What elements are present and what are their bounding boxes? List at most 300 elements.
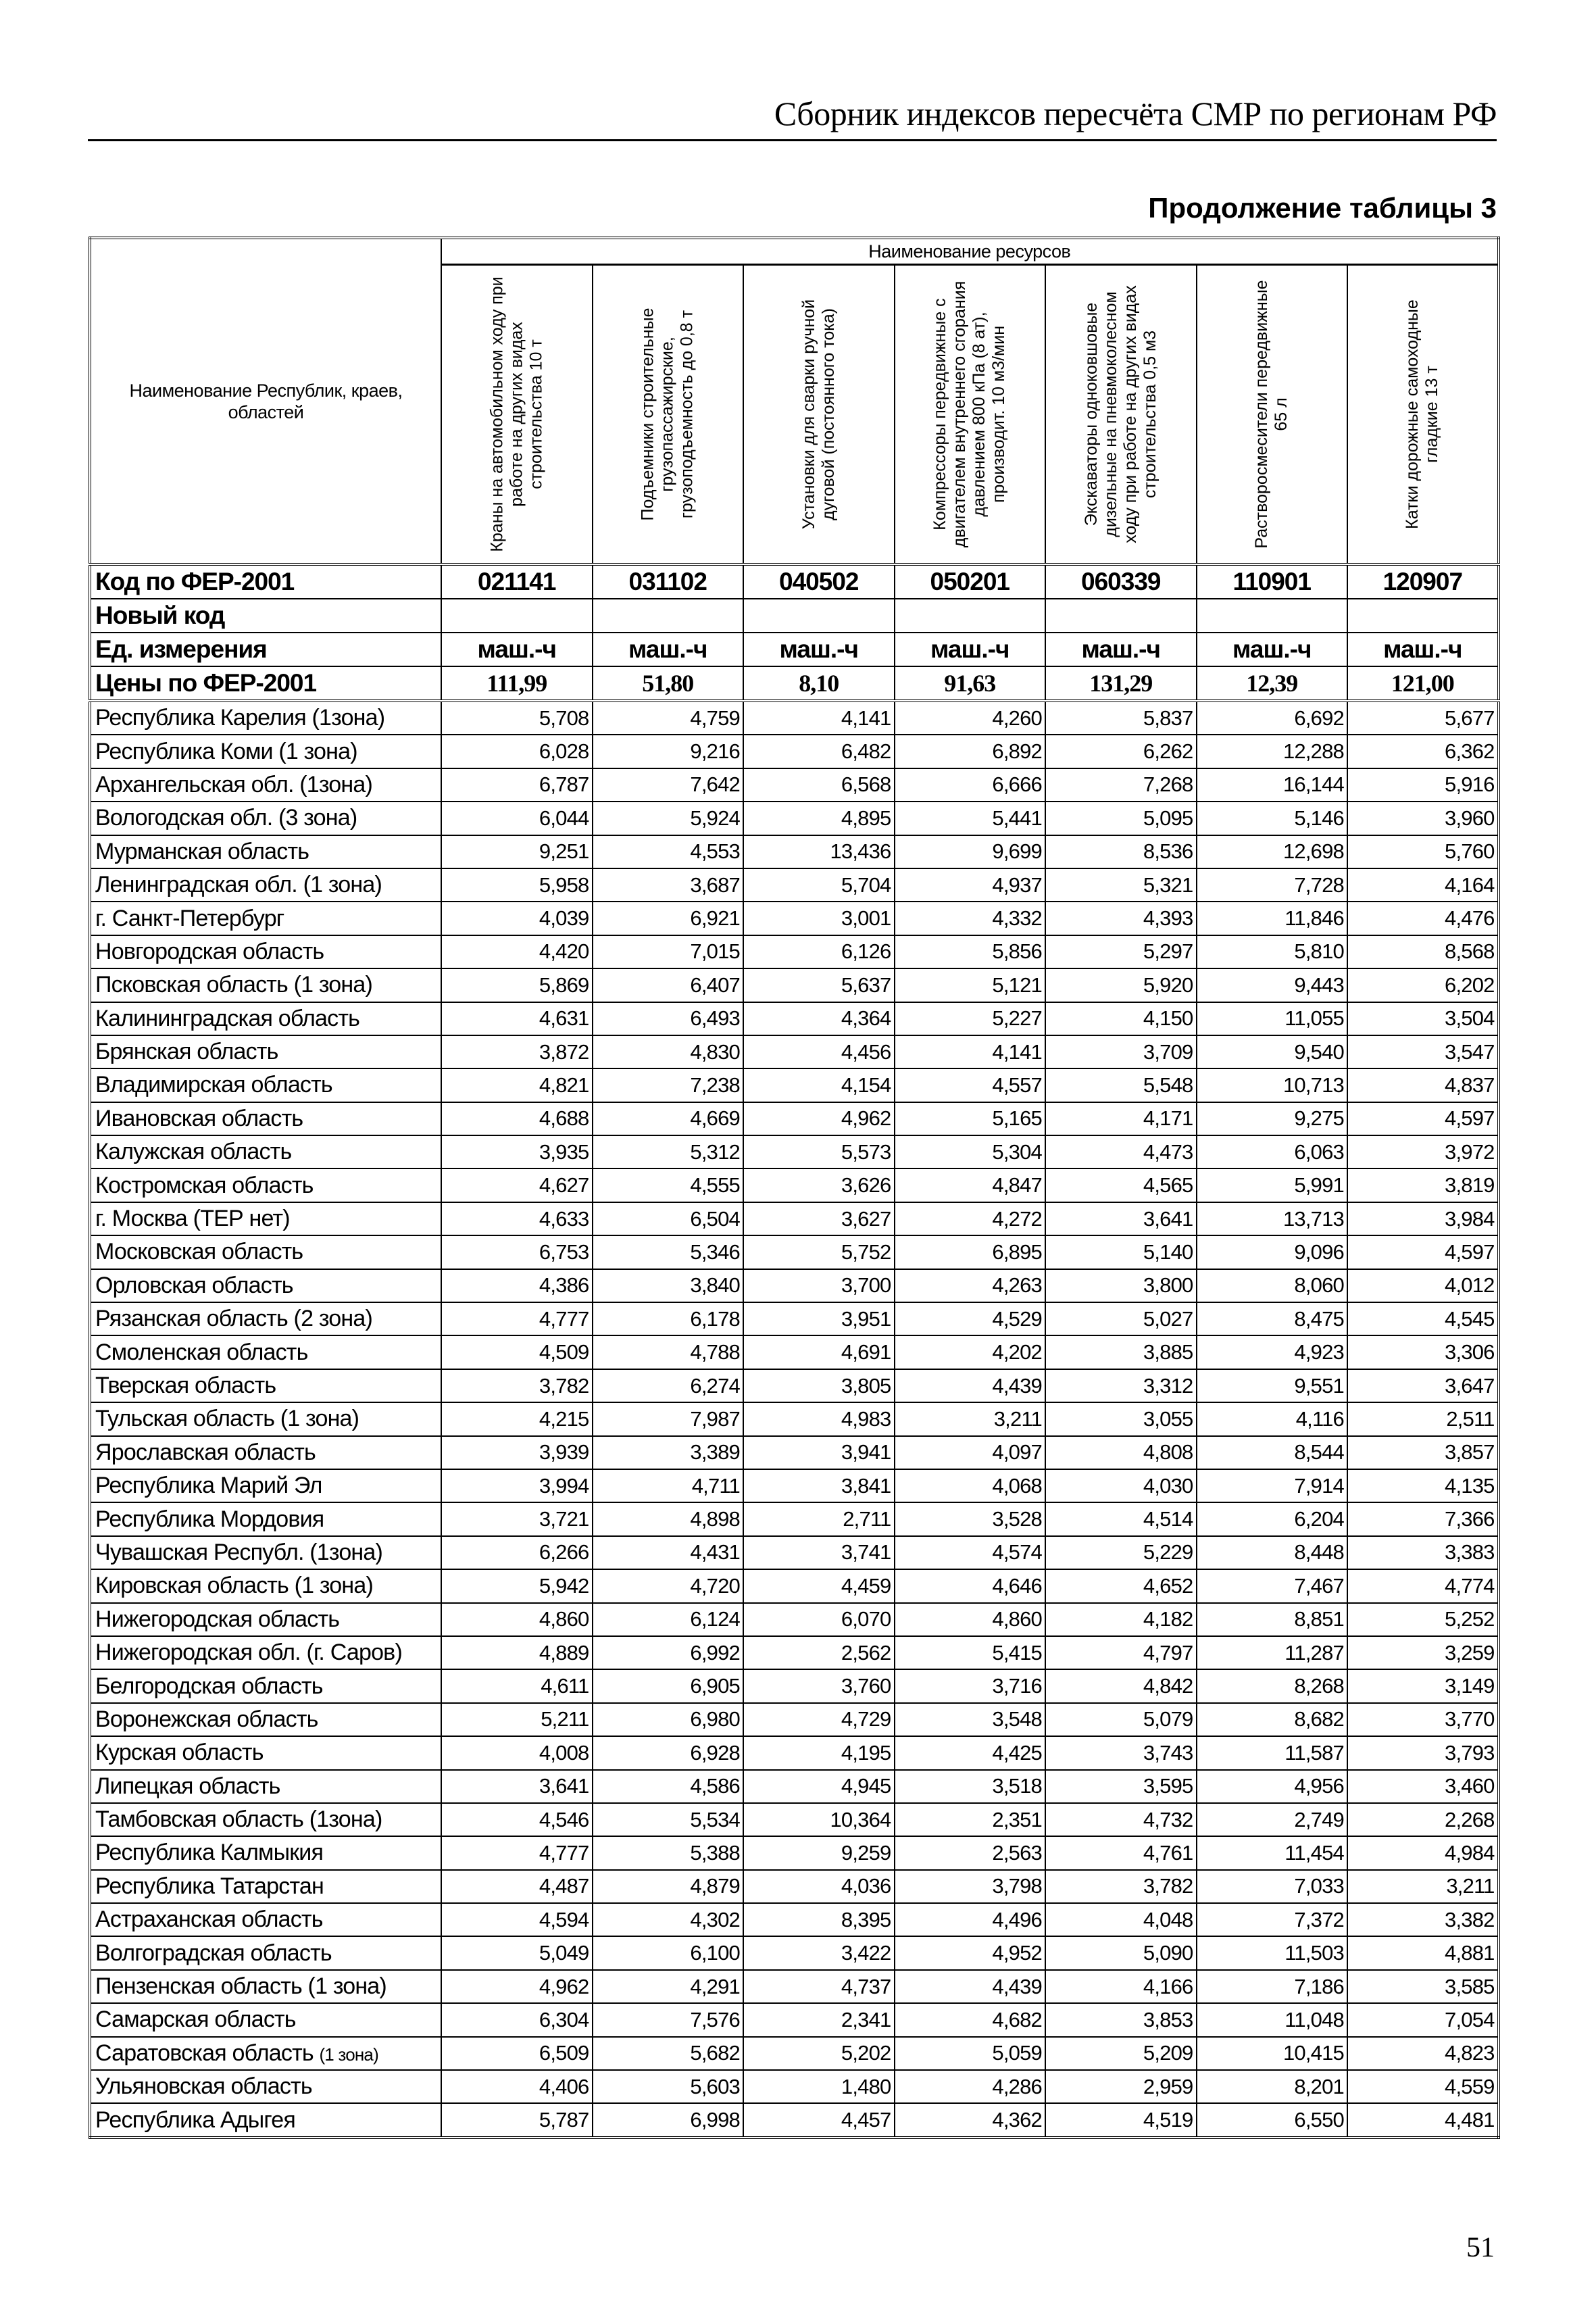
region-name: Белгородская область (95, 1673, 323, 1699)
index-value-cell: 6,998 (593, 2103, 744, 2137)
index-value-cell: 4,202 (895, 1335, 1046, 1369)
index-value-cell: 7,576 (593, 2003, 744, 2036)
index-value-cell: 4,945 (743, 1770, 895, 1803)
index-value-cell: 4,759 (593, 701, 744, 735)
region-name-cell (90, 1369, 441, 1402)
index-value-cell: 4,476 (1347, 902, 1499, 935)
region-column-header: Наименование Республик, краев, областей (90, 238, 441, 564)
region-name-cell (90, 1970, 441, 2003)
index-value-cell: 4,431 (593, 1536, 744, 1569)
index-value-cell: 4,597 (1347, 1235, 1499, 1269)
index-value-cell: 6,787 (441, 768, 593, 802)
meta-value (895, 599, 1046, 633)
index-value-cell: 6,892 (895, 735, 1046, 768)
index-value-cell: 4,895 (743, 802, 895, 835)
index-value-cell: 3,800 (1045, 1269, 1197, 1302)
index-value-cell: 4,459 (743, 1569, 895, 1602)
region-name: Воронежская область (95, 1706, 318, 1732)
index-value-cell: 3,798 (895, 1870, 1046, 1903)
index-value-cell: 3,841 (743, 1469, 895, 1502)
region-name-cell (90, 868, 441, 902)
index-value-cell: 4,729 (743, 1703, 895, 1736)
index-value-cell: 6,044 (441, 802, 593, 835)
index-value-cell: 3,149 (1347, 1669, 1499, 1702)
index-value-cell: 7,238 (593, 1068, 744, 1102)
index-value-cell: 3,306 (1347, 1335, 1499, 1369)
index-value-cell: 6,692 (1197, 701, 1348, 735)
index-value-cell: 6,992 (593, 1636, 744, 1669)
region-name-cell (90, 1168, 441, 1202)
index-value-cell: 4,797 (1045, 1636, 1197, 1669)
index-value-cell: 5,312 (593, 1135, 744, 1168)
index-value-cell: 4,546 (441, 1803, 593, 1836)
index-value-cell: 6,895 (895, 1235, 1046, 1269)
index-value-cell: 9,216 (593, 735, 744, 768)
region-zone-suffix: (1 зона) (319, 2044, 378, 2065)
index-value-cell: 4,860 (895, 1603, 1046, 1636)
index-value-cell: 4,761 (1045, 1836, 1197, 1869)
index-value-cell: 7,366 (1347, 1502, 1499, 1535)
index-value-cell: 8,475 (1197, 1302, 1348, 1335)
index-value-cell: 5,677 (1347, 701, 1499, 735)
table-row (90, 1035, 1499, 1068)
meta-value: 51,80 (593, 666, 744, 701)
region-name: Астраханская область (95, 1906, 323, 1933)
index-value-cell: 7,015 (593, 935, 744, 968)
index-value-cell: 7,728 (1197, 868, 1348, 902)
index-value-cell: 10,415 (1197, 2037, 1348, 2070)
index-value-cell: 4,898 (593, 1502, 744, 1535)
index-value-cell: 11,846 (1197, 902, 1348, 935)
index-value-cell: 5,787 (441, 2103, 593, 2137)
meta-row-fer-code (90, 564, 1499, 599)
index-value-cell: 4,048 (1045, 1903, 1197, 1936)
index-value-cell: 4,597 (1347, 1102, 1499, 1135)
index-value-cell: 9,096 (1197, 1235, 1348, 1269)
index-value-cell: 5,920 (1045, 968, 1197, 1002)
meta-value (743, 599, 895, 633)
table-row (90, 1068, 1499, 1102)
index-value-cell: 4,263 (895, 1269, 1046, 1302)
index-value-cell: 2,959 (1045, 2070, 1197, 2103)
index-value-cell: 3,585 (1347, 1970, 1499, 2003)
region-name-cell (90, 2103, 441, 2137)
index-value-cell: 4,420 (441, 935, 593, 968)
region-name: Республика Татарстан (95, 1873, 324, 1899)
region-name: Мурманская область (95, 838, 309, 864)
region-name-cell (90, 701, 441, 735)
region-name: Пензенская область (1 зона) (95, 1973, 386, 2000)
region-name: Республика Марий Эл (95, 1473, 322, 1499)
region-name: Тульская область (1 зона) (95, 1406, 359, 1432)
index-value-cell: 3,518 (895, 1770, 1046, 1803)
region-name: Архангельская обл. (1зона) (95, 771, 373, 797)
meta-value: маш.-ч (441, 633, 593, 666)
index-value-cell: 5,603 (593, 2070, 744, 2103)
index-value-cell: 4,496 (895, 1903, 1046, 1936)
index-value-cell: 4,774 (1347, 1569, 1499, 1602)
index-value-cell: 9,540 (1197, 1035, 1348, 1068)
index-value-cell: 4,788 (593, 1335, 744, 1369)
index-value-cell: 4,286 (895, 2070, 1046, 2103)
region-name: Псковская область (1 зона) (95, 972, 373, 998)
table-row (90, 968, 1499, 1002)
index-value-cell: 7,186 (1197, 1970, 1348, 2003)
index-value-cell: 4,837 (1347, 1068, 1499, 1102)
region-name-cell (90, 1569, 441, 1602)
table-row (90, 2037, 1499, 2070)
index-value-cell: 6,274 (593, 1369, 744, 1402)
index-value-cell: 7,268 (1045, 768, 1197, 802)
meta-value (593, 599, 744, 633)
region-name: Самарская область (95, 2007, 296, 2033)
index-value-cell: 3,840 (593, 1269, 744, 1302)
index-value-cell: 4,962 (743, 1102, 895, 1135)
index-value-cell: 5,708 (441, 701, 593, 735)
table-row (90, 1803, 1499, 1836)
table-row (90, 1836, 1499, 1869)
index-value-cell: 6,568 (743, 768, 895, 802)
index-value-cell: 5,059 (895, 2037, 1046, 2070)
index-value-cell: 2,562 (743, 1636, 895, 1669)
index-value-cell: 3,984 (1347, 1202, 1499, 1235)
index-value-cell: 5,049 (441, 1936, 593, 1969)
index-value-cell: 3,595 (1045, 1770, 1197, 1803)
index-value-cell: 4,439 (895, 1970, 1046, 2003)
index-value-cell: 3,055 (1045, 1402, 1197, 1435)
region-name-cell (90, 902, 441, 935)
index-value-cell: 2,511 (1347, 1402, 1499, 1435)
table-row (90, 868, 1499, 902)
index-value-cell: 6,482 (743, 735, 895, 768)
index-value-cell: 3,885 (1045, 1335, 1197, 1369)
index-value-cell: 7,033 (1197, 1870, 1348, 1903)
index-value-cell: 3,259 (1347, 1636, 1499, 1669)
index-value-cell: 6,202 (1347, 968, 1499, 1002)
region-name-cell (90, 1502, 441, 1535)
index-value-cell: 4,565 (1045, 1168, 1197, 1202)
index-value-cell: 4,842 (1045, 1669, 1197, 1702)
index-value-cell: 4,777 (441, 1302, 593, 1335)
table-row (90, 802, 1499, 835)
index-value-cell: 5,837 (1045, 701, 1197, 735)
index-value-cell: 4,393 (1045, 902, 1197, 935)
region-name-cell (90, 968, 441, 1002)
index-value-cell: 4,711 (593, 1469, 744, 1502)
index-value-cell: 7,987 (593, 1402, 744, 1435)
index-value-cell: 3,687 (593, 868, 744, 902)
index-value-cell: 5,304 (895, 1135, 1046, 1168)
resource-column-header (1197, 265, 1348, 565)
index-value-cell: 4,406 (441, 2070, 593, 2103)
index-value-cell: 6,362 (1347, 735, 1499, 768)
table-row (90, 1402, 1499, 1435)
meta-value: 021141 (441, 564, 593, 599)
index-value-cell: 7,372 (1197, 1903, 1348, 1936)
region-name: Рязанская область (2 зона) (95, 1306, 372, 1332)
index-value-cell: 11,587 (1197, 1736, 1348, 1769)
region-name-cell (90, 1402, 441, 1435)
index-value-cell: 3,872 (441, 1035, 593, 1068)
index-value-cell: 3,857 (1347, 1436, 1499, 1469)
index-value-cell: 6,928 (593, 1736, 744, 1769)
resource-name: Растворосмесители передвижные 65 л (1252, 280, 1291, 549)
index-value-cell: 2,268 (1347, 1803, 1499, 1836)
table-row (90, 1235, 1499, 1269)
index-table (89, 237, 1500, 2139)
meta-label: Новый код (90, 599, 441, 633)
index-value-cell: 4,682 (895, 2003, 1046, 2036)
index-value-cell: 12,698 (1197, 835, 1348, 868)
meta-value: 040502 (743, 564, 895, 599)
index-value-cell: 4,439 (895, 1369, 1046, 1402)
index-value-cell: 5,027 (1045, 1302, 1197, 1335)
index-value-cell: 5,388 (593, 1836, 744, 1869)
index-value-cell: 5,209 (1045, 2037, 1197, 2070)
table-row (90, 768, 1499, 802)
index-value-cell: 3,793 (1347, 1736, 1499, 1769)
index-value-cell: 3,547 (1347, 1035, 1499, 1068)
region-name-cell (90, 1436, 441, 1469)
index-value-cell: 2,341 (743, 2003, 895, 2036)
table-row (90, 935, 1499, 968)
meta-value: маш.-ч (1347, 633, 1499, 666)
table-row (90, 1703, 1499, 1736)
index-value-cell: 4,646 (895, 1569, 1046, 1602)
index-value-cell: 6,905 (593, 1669, 744, 1702)
index-value-cell: 5,095 (1045, 802, 1197, 835)
index-value-cell: 3,422 (743, 1936, 895, 1969)
index-value-cell: 4,457 (743, 2103, 895, 2137)
index-value-cell: 3,382 (1347, 1903, 1499, 1936)
region-name: Брянская область (95, 1039, 278, 1065)
index-value-cell: 8,544 (1197, 1436, 1348, 1469)
region-name-cell (90, 1068, 441, 1102)
table-row (90, 1102, 1499, 1135)
index-value-cell: 5,916 (1347, 768, 1499, 802)
index-value-cell: 5,229 (1045, 1536, 1197, 1569)
region-name: Республика Мордовия (95, 1506, 324, 1532)
index-value-cell: 5,165 (895, 1102, 1046, 1135)
meta-value: 8,10 (743, 666, 895, 701)
region-name: Нижегородская область (95, 1606, 340, 1632)
region-name-cell (90, 2037, 441, 2070)
meta-value: маш.-ч (593, 633, 744, 666)
index-value-cell: 3,700 (743, 1269, 895, 1302)
region-name: Орловская область (95, 1272, 293, 1298)
index-value-cell: 6,504 (593, 1202, 744, 1235)
index-value-cell: 4,171 (1045, 1102, 1197, 1135)
index-value-cell: 4,633 (441, 1202, 593, 1235)
region-name: Ярославская область (95, 1439, 316, 1465)
index-value-cell: 6,063 (1197, 1135, 1348, 1168)
index-value-cell: 3,994 (441, 1469, 593, 1502)
index-value-cell: 5,573 (743, 1135, 895, 1168)
region-name-cell (90, 802, 441, 835)
index-value-cell: 6,509 (441, 2037, 593, 2070)
region-name: Республика Калмыкия (95, 1840, 324, 1866)
index-value-cell: 6,753 (441, 1235, 593, 1269)
index-value-cell: 3,709 (1045, 1035, 1197, 1068)
index-value-cell: 8,568 (1347, 935, 1499, 968)
index-value-cell: 5,090 (1045, 1936, 1197, 1969)
index-value-cell: 3,504 (1347, 1002, 1499, 1035)
index-value-cell: 3,528 (895, 1502, 1046, 1535)
index-value-cell: 4,879 (593, 1870, 744, 1903)
index-value-cell: 9,259 (743, 1836, 895, 1869)
meta-value: маш.-ч (1197, 633, 1348, 666)
index-value-cell: 4,386 (441, 1269, 593, 1302)
index-value-cell: 4,688 (441, 1102, 593, 1135)
index-value-cell: 13,713 (1197, 1202, 1348, 1235)
index-value-cell: 5,958 (441, 868, 593, 902)
index-value-cell: 7,642 (593, 768, 744, 802)
index-value-cell: 3,001 (743, 902, 895, 935)
index-value-cell: 4,166 (1045, 1970, 1197, 2003)
index-value-cell: 5,252 (1347, 1603, 1499, 1636)
region-name-cell (90, 2003, 441, 2036)
index-value-cell: 5,346 (593, 1235, 744, 1269)
region-name-cell (90, 1736, 441, 1769)
index-value-cell: 11,503 (1197, 1936, 1348, 1969)
index-value-cell: 4,036 (743, 1870, 895, 1903)
index-value-cell: 6,262 (1045, 735, 1197, 768)
table-row (90, 1936, 1499, 1969)
index-value-cell: 6,124 (593, 1603, 744, 1636)
index-value-cell: 4,008 (441, 1736, 593, 1769)
index-value-cell: 3,853 (1045, 2003, 1197, 2036)
meta-value: 031102 (593, 564, 744, 599)
region-name-cell (90, 1002, 441, 1035)
region-name-cell (90, 1603, 441, 1636)
index-value-cell: 5,637 (743, 968, 895, 1002)
index-value-cell: 4,984 (1347, 1836, 1499, 1869)
meta-value: маш.-ч (895, 633, 1046, 666)
index-value-cell: 4,154 (743, 1068, 895, 1102)
region-name: Московская область (95, 1239, 303, 1265)
index-value-cell: 4,362 (895, 2103, 1046, 2137)
index-value-cell: 5,211 (441, 1703, 593, 1736)
table-row (90, 1770, 1499, 1803)
meta-value: 110901 (1197, 564, 1348, 599)
index-value-cell: 6,980 (593, 1703, 744, 1736)
index-value-cell: 3,972 (1347, 1135, 1499, 1168)
index-value-cell: 3,383 (1347, 1536, 1499, 1569)
index-value-cell: 4,039 (441, 902, 593, 935)
meta-rows (90, 564, 1499, 701)
region-name: Смоленская область (95, 1339, 308, 1365)
meta-value: 050201 (895, 564, 1046, 599)
region-name-cell (90, 1636, 441, 1669)
index-value-cell: 3,935 (441, 1135, 593, 1168)
meta-value: 111,99 (441, 666, 593, 701)
index-value-cell: 8,682 (1197, 1703, 1348, 1736)
index-value-cell: 11,454 (1197, 1836, 1348, 1869)
meta-label: Цены по ФЕР-2001 (90, 666, 441, 701)
index-value-cell: 5,202 (743, 2037, 895, 2070)
index-value-cell: 2,563 (895, 1836, 1046, 1869)
index-value-cell: 4,823 (1347, 2037, 1499, 2070)
index-value-cell: 5,760 (1347, 835, 1499, 868)
region-name: Костромская область (95, 1172, 314, 1198)
index-value-cell: 4,141 (743, 701, 895, 735)
index-value-cell: 6,266 (441, 1536, 593, 1569)
table-row (90, 1502, 1499, 1535)
region-name-cell (90, 1703, 441, 1736)
index-value-cell: 4,627 (441, 1168, 593, 1202)
page-number: 51 (1466, 2232, 1495, 2263)
index-value-cell: 4,456 (743, 1035, 895, 1068)
region-name-cell (90, 768, 441, 802)
table-row (90, 1536, 1499, 1569)
index-value-cell: 4,097 (895, 1436, 1046, 1469)
index-value-cell: 4,889 (441, 1636, 593, 1669)
region-name: Тверская область (95, 1373, 276, 1398)
table-row (90, 1135, 1499, 1168)
table-row (90, 1369, 1499, 1402)
table-row (90, 1002, 1499, 1035)
index-value-cell: 6,550 (1197, 2103, 1348, 2137)
meta-value (1197, 599, 1348, 633)
index-value-cell: 10,364 (743, 1803, 895, 1836)
region-name: Кировская область (1 зона) (95, 1573, 374, 1599)
resource-column-header (743, 265, 895, 565)
index-value-cell: 4,473 (1045, 1135, 1197, 1168)
table-row (90, 735, 1499, 768)
index-value-cell: 8,536 (1045, 835, 1197, 868)
region-name-cell (90, 1235, 441, 1269)
meta-value: 120907 (1347, 564, 1499, 599)
table-row (90, 1603, 1499, 1636)
index-value-cell: 3,951 (743, 1302, 895, 1335)
index-value-cell: 4,732 (1045, 1803, 1197, 1836)
index-value-cell: 4,720 (593, 1569, 744, 1602)
index-value-cell: 8,395 (743, 1903, 895, 1936)
index-value-cell: 4,830 (593, 1035, 744, 1068)
resource-column-header (1045, 265, 1197, 565)
index-value-cell: 4,952 (895, 1936, 1046, 1969)
region-name-cell (90, 1269, 441, 1302)
index-value-cell: 4,487 (441, 1870, 593, 1903)
index-value-cell: 4,364 (743, 1002, 895, 1035)
index-value-cell: 4,302 (593, 1903, 744, 1936)
index-value-cell: 6,204 (1197, 1502, 1348, 1535)
region-name: Новгородская область (95, 938, 324, 964)
region-name-cell (90, 1035, 441, 1068)
index-value-cell: 3,782 (1045, 1870, 1197, 1903)
index-value-cell: 3,312 (1045, 1369, 1197, 1402)
region-name: Калининградская область (95, 1005, 360, 1031)
region-name: Ивановская область (95, 1105, 303, 1131)
index-value-cell: 4,737 (743, 1970, 895, 2003)
region-name: Калужская область (95, 1139, 292, 1165)
index-value-cell: 5,297 (1045, 935, 1197, 968)
region-name-cell (90, 1335, 441, 1369)
index-value-cell: 1,480 (743, 2070, 895, 2103)
index-value-cell: 5,682 (593, 2037, 744, 2070)
region-name: Республика Коми (1 зона) (95, 738, 357, 764)
index-value-cell: 5,227 (895, 1002, 1046, 1035)
index-value-cell: 4,215 (441, 1402, 593, 1435)
index-value-cell: 4,519 (1045, 2103, 1197, 2137)
region-name: Саратовская область (95, 2040, 314, 2066)
index-value-cell: 3,721 (441, 1502, 593, 1535)
index-value-cell: 7,914 (1197, 1469, 1348, 1502)
index-value-cell: 6,028 (441, 735, 593, 768)
index-value-cell: 4,652 (1045, 1569, 1197, 1602)
index-value-cell: 4,631 (441, 1002, 593, 1035)
index-value-cell: 3,741 (743, 1536, 895, 1569)
